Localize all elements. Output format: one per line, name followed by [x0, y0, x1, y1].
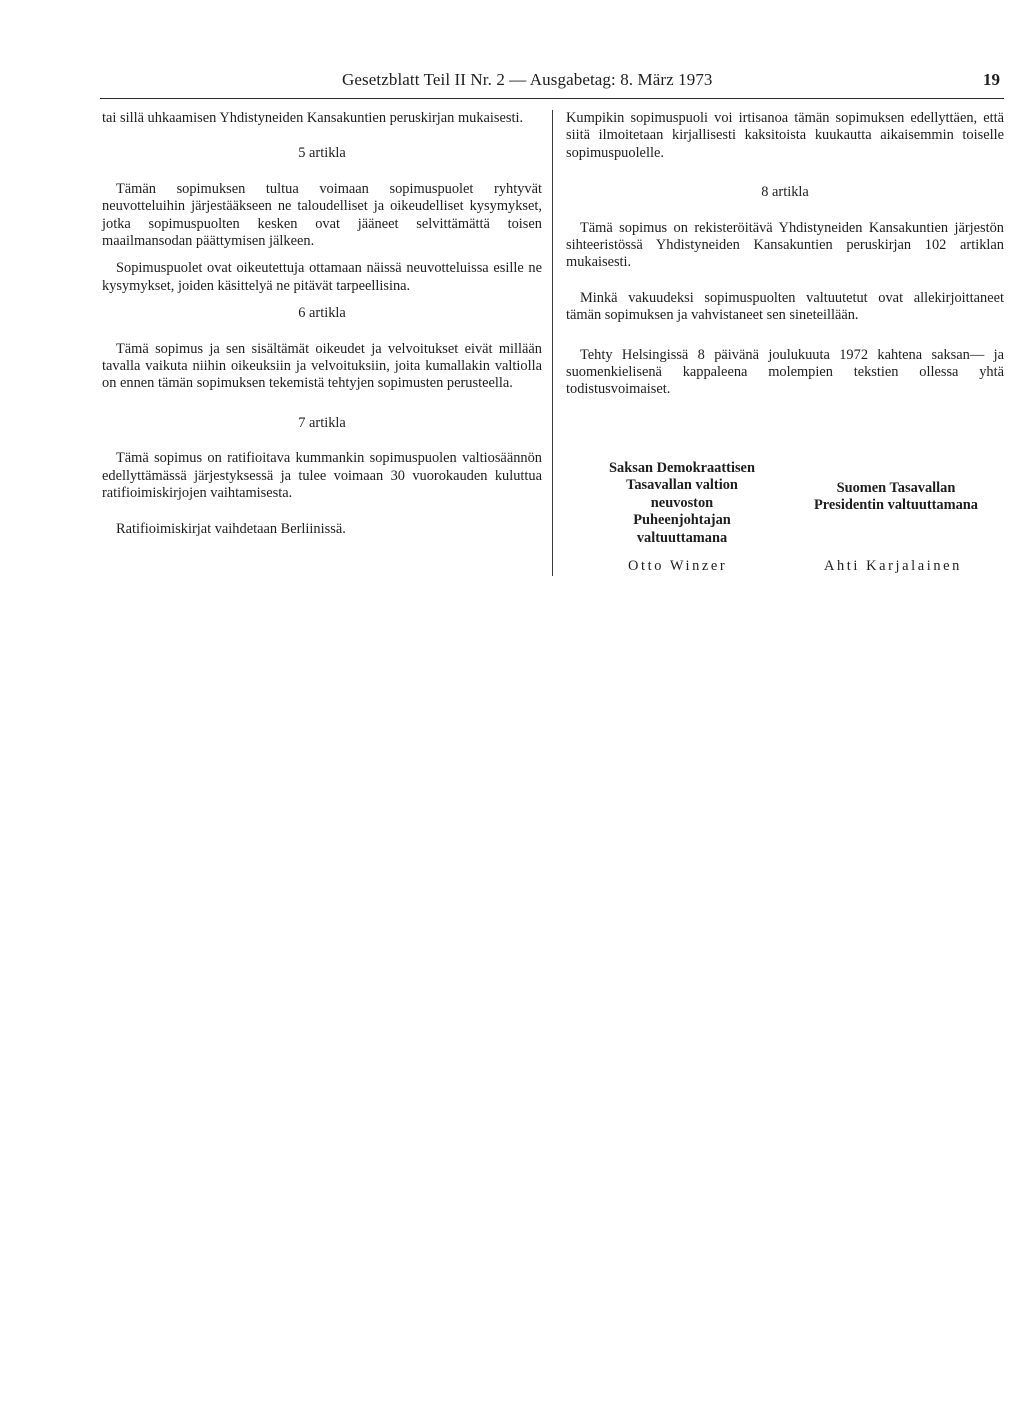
right-column	[566, 110, 1004, 399]
page-header	[100, 66, 1004, 99]
article-5-paragraph-1: Tämän sopimuksen tultua voimaan sopimuspuolet ryhtyvät neuvotteluihin järjestääkseen ne taloudelliset ja oikeudelliset kysymykset, jotka sopimuspuolten kesken ovat jääneet selvittämättä toisen maailmansodan päättymisen jälkeen.	[102, 180, 542, 250]
signature-left-line-1: Saksan Demokraattisen	[609, 460, 755, 476]
article-7-paragraph-2: Ratifioimiskirjat vaihdetaan Berliinissä.	[116, 520, 346, 537]
article-8-paragraph-1: Tämä sopimus on rekisteröitävä Yhdistyneiden Kansakuntien järjestön sihteeristössä Yhdistyneiden Kansakuntien peruskirjan 102 artiklan mukaisesti.	[566, 219, 1004, 271]
article-6-heading: 6 artikla	[298, 305, 346, 322]
signature-left-line-4: Puheenjohtajan	[633, 512, 731, 529]
article-5-heading: 5 artikla	[298, 145, 346, 162]
article-8-heading: 8 artikla	[761, 184, 809, 201]
signature-block-right	[786, 480, 1006, 515]
column-divider	[552, 110, 553, 576]
article-7-paragraph-1: Tämä sopimus on ratifioitava kummankin sopimuspuolen valtiosäännön edellyttämässä järjestyksessä ja tulee voimaan 30 vuorokauden kuluttua ratifioimiskirjojen vaihtamisesta.	[102, 450, 542, 502]
right-intro-paragraph: Kumpikin sopimuspuoli voi irtisanoa tämän sopimuksen edellyttäen, että siitä ilmoitetaan kirjallisesti kaksitoista kuukautta aikaisemmin toiselle sopimuspuolelle.	[566, 110, 1004, 161]
signature-right-line-2: Presidentin valtuuttamana	[813, 497, 979, 514]
signature-left-line-3: neuvoston	[650, 494, 714, 511]
signature-left-line-2: Tasavallan valtion	[626, 477, 738, 494]
signatory-name-right: Ahti Karjalainen	[824, 558, 962, 574]
page-number: 19	[983, 70, 1000, 89]
header-title: Gesetzblatt Teil II Nr. 2 — Ausgabetag: 8. März 1973	[342, 70, 713, 89]
article-7-heading: 7 artikla	[298, 414, 346, 431]
left-column	[102, 110, 542, 538]
article-6-paragraph-1: Tämä sopimus ja sen sisältämät oikeudet ja velvoitukset eivät millään tavalla vaikuta niihin oikeuksiin ja velvoituksiin, joita kumallakin valtiolla on ennen tämän sopimuksen tekemistä tehtyjen sopimusten perusteella.	[102, 340, 542, 392]
signature-left-line-5: valtuuttamana	[636, 529, 728, 546]
article-5-paragraph-2: Sopimuspuolet ovat oikeutettuja ottamaan näissä neuvotteluissa esille ne kysymykset, joiden käsittelyä ne pitävät tarpeellisina.	[102, 260, 542, 294]
signature-right-line-1: Suomen Tasavallan	[836, 480, 956, 496]
signatory-name-left: Otto Winzer	[628, 558, 728, 574]
left-intro-paragraph: tai sillä uhkaamisen Yhdistyneiden Kansakuntien peruskirjan mukaisesti.	[102, 110, 524, 126]
article-8-paragraph-2: Minkä vakuudeksi sopimuspuolten valtuutetut ovat allekirjoittaneet tämän sopimuksen ja vahvistaneet sen sineteillään.	[566, 289, 1004, 324]
article-8-paragraph-3: Tehty Helsingissä 8 päivänä joulukuuta 1972 kahtena saksan— ja suomenkielisenä kappaleena molempien tekstien ollessa yhtä todistusvoimaiset.	[566, 346, 1004, 398]
signature-block-left	[566, 460, 798, 547]
